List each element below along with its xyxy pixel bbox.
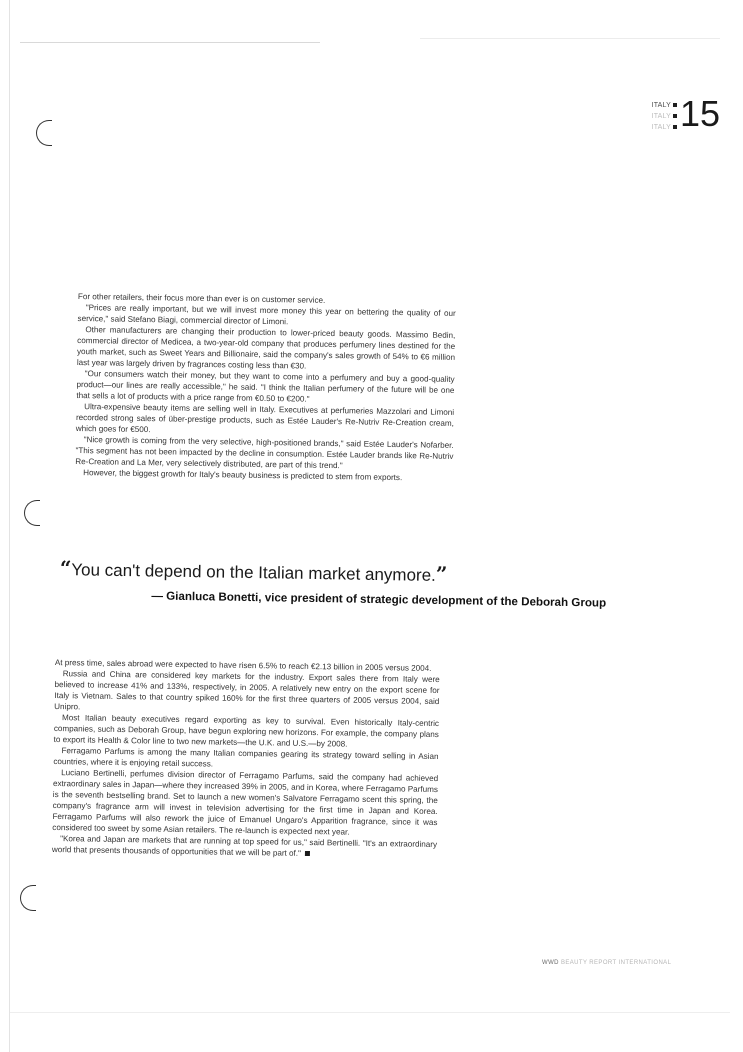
end-of-article-square-icon	[305, 851, 310, 856]
paragraph: Luciano Bertinelli, perfumes division director of Ferragamo Parfums, said the company had achieved extraordinary sales in Japan—where they increased 39% in 2005, and in Korea, where Ferragamo Parfums is the seventh bestselling brand. Set to launch a new women's Salvatore Ferragamo scent this spring, the company's fragrance arm will invest in television advertising for the first time in Japan and Korea. Ferragamo Parfums will also rework the juice of Emanuel Ungaro's Apparition fragrance, since it was considered too sweet by some Asian retailers. The re-launch is expected next year.	[52, 768, 439, 837]
pull-quote-text: You can't depend on the Italian market anymore.	[71, 560, 437, 585]
section-label-faint-text: ITALY	[651, 113, 671, 120]
square-bullet-icon	[673, 125, 677, 129]
scan-edge-top-right	[420, 38, 720, 39]
paragraph: "Prices are really important, but we will invest more money this year on bettering the quality of our service," said Stefano Biagi, commercial director of Limoni.	[77, 303, 456, 327]
section-label-text: ITALY	[651, 102, 671, 109]
section-label-faint	[652, 122, 677, 133]
paragraph-last	[52, 833, 437, 861]
paragraph: Most Italian beauty executives regard exporting as key to survival. Even historically Italy-centric companies, such as Deborah Group, have begun exploring new horizons. For example, the company plans to export its Health & Color line to two new markets—the U.K. and U.S.—by 2008.	[53, 713, 440, 749]
scan-edge-top	[20, 42, 320, 43]
section-label	[652, 100, 677, 111]
square-bullet-icon	[673, 114, 677, 118]
scan-edge-bottom	[10, 1012, 730, 1013]
binder-hole-mark	[20, 885, 36, 911]
footer-report-name: BEAUTY REPORT INTERNATIONAL	[560, 960, 672, 966]
binder-hole-mark	[24, 500, 40, 526]
scan-edge-left	[9, 0, 10, 1052]
paragraph: Ferragamo Parfums is among the many Italian companies gearing its strategy toward selling in Asian countries, where it is enjoying retail success.	[53, 746, 439, 769]
paragraph-last-text: "Korea and Japan are markets that are running at top speed for us," said Bertinelli. "It's an extraordinary world that presents thousands of opportunities that we will be part of."	[51, 834, 438, 858]
article-body-bottom	[52, 657, 440, 861]
paragraph: Other manufacturers are changing their production to lower-priced beauty goods. Massimo Bedin, commercial director of Medicea, a two-year-old company that produces perfumery lines destined for the youth market, such as Sweet Years and Billionaire, said the company's sales growth of 54% to €6 million last year was largely driven by fragrances costing less than €30.	[76, 325, 456, 371]
page-number: 15	[680, 93, 721, 134]
paragraph: At press time, sales abroad were expected to have risen 6.5% to reach €2.13 billion in 2005 versus 2004.	[54, 657, 432, 673]
page-footer	[542, 960, 671, 966]
square-bullet-icon	[673, 103, 677, 107]
binder-hole-mark	[36, 120, 52, 146]
paragraph: However, the biggest growth for Italy's beauty business is predicted to stem from exports.	[83, 468, 403, 483]
open-quote-mark: “	[59, 556, 72, 581]
section-labels	[652, 100, 677, 133]
close-quote-mark: ”	[435, 561, 448, 587]
footer-publication: WWD	[542, 960, 559, 966]
pull-quote-line	[60, 556, 680, 592]
pull-quote-attribution: — Gianluca Bonetti, vice president of strategic development of the Deborah Group	[151, 589, 607, 610]
section-label-faint-text: ITALY	[651, 124, 671, 131]
article-body-top	[75, 291, 456, 484]
pull-quote	[59, 556, 680, 612]
section-label-faint	[652, 111, 677, 122]
paragraph: For other retailers, their focus more than ever is on customer service.	[77, 291, 326, 305]
paragraph: "Our consumers watch their money, but they want to come into a perfumery and buy a good-quality product—our lines are really accessible," he said. "I think the Italian perfumery of the future will be one that sells a lot of products with a price range from €0.50 to €200."	[76, 369, 455, 404]
paragraph: Ultra-expensive beauty items are selling well in Italy. Executives at perfumeries Mazzolari and Limoni recorded strong sales of über-prestige products, such as Estée Lauder's Re-Nutriv Re-Creation cream, which goes for €500.	[75, 402, 455, 435]
paragraph: Russia and China are considered key markets for the industry. Export sales there from Italy were believed to increase 41% and 133%, respectively, in 2005. A relatively new entry on the export scene for Italy is Vietnam. Sales to that country spiked 160% for the first three quarters of 2005 versus 2004, said Unipro.	[54, 669, 440, 712]
paragraph: "Nice growth is coming from the very selective, high-positioned brands," said Estée Lauder's Nofarber. "This segment has not been impacted by the decline in consumption. Estée Lauder brands like Re-Nutriv Re-Creation and La Mer, very selectively distributed, are part of this trend."	[75, 435, 454, 471]
